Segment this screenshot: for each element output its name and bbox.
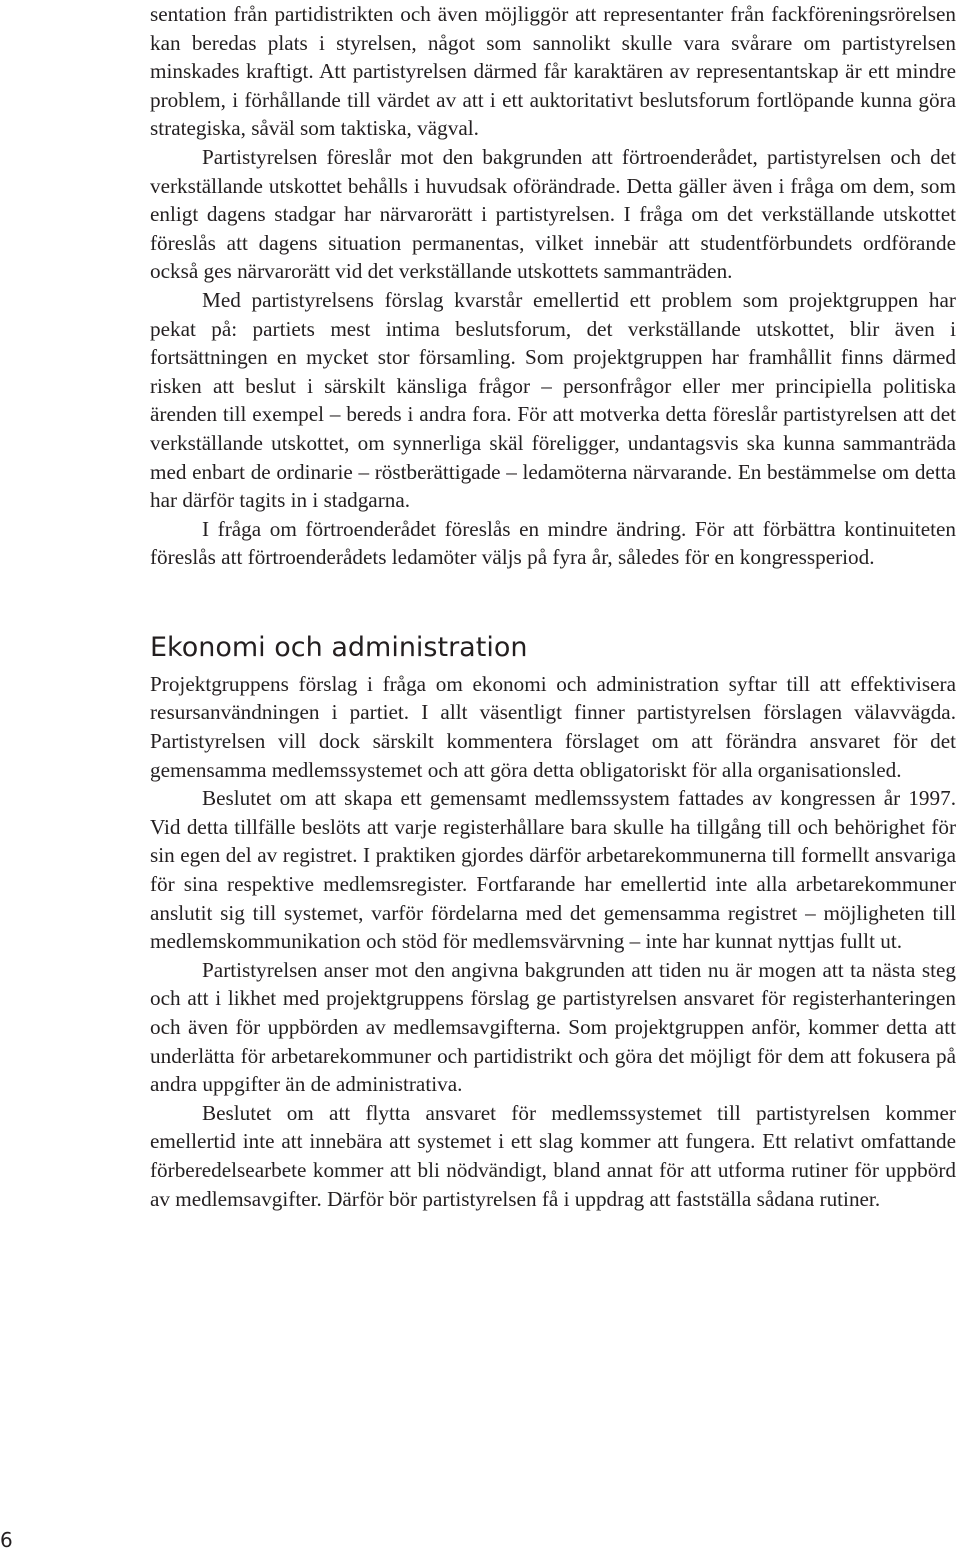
page-number: 6 — [0, 1528, 13, 1552]
section-heading: Ekonomi och administration — [150, 631, 528, 663]
body-paragraph: Projektgruppens förslag i fråga om ekonomi och administration syftar till att effektivisera resursanvändningen i partiet. I allt väsentligt finner partistyrelsen förslagen välavvägda. Partistyrelsen vill dock särskilt kommentera förslaget om att förändra ansvaret för det gemensamma medlemssystemet och att göra detta obligatoriskt för alla organisationsled. — [150, 671, 956, 782]
body-paragraph: Beslutet om att flytta ansvaret för medlemssystemet till partistyrelsen kommer emellertid inte att innebära att systemet i ett slag kommer att fungera. Ett relativt omfattande förberedelsearbete kommer att bli nödvändigt, bland annat för att utforma rutiner för uppbörd av medlemsavgifter. Därför bör partistyrelsen få i uppdrag att fastställa sådana rutiner. — [150, 1100, 956, 1211]
body-paragraph: Med partistyrelsens förslag kvarstår emellertid ett problem som projektgruppen har pekat på: partiets mest intima beslutsforum, det verkställande utskottet, blir även i fortsättningen en mycket stor församling. Som projektgruppen har framhållit finns därmed risken att beslut i särskilt känsliga frågor – personfrågor eller mer principiella politiska ärenden till exempel – bereds i andra fora. För att motverka detta föreslår partistyrelsen att det verkställande utskottet, om synnerliga skäl föreligger, undantagsvis ska kunna sammanträda med enbart de ordinarie – röstberättigade – ledamöterna närvarande. En bestämmelse om detta har därför tagits in i stadgarna. — [150, 287, 956, 513]
body-paragraph: sentation från partidistrikten och även möjliggör att representanter från fackföreningsrörelsen kan beredas plats i styrelsen, något som sannolikt skulle vara svårare om partistyrelsen minskades kraftigt. Att partistyrelsen därmed får karaktären av representantskap är ett mindre problem, i förhållande till värdet av att i ett auktoritativt beslutsforum fortlöpande kunna göra strategiska, såväl som taktiska, vägval. — [150, 2, 956, 141]
section-organisation — [150, 0, 956, 572]
body-paragraph: Beslutet om att skapa ett gemensamt medlemssystem fattades av kongressen år 1997. Vid detta tillfälle beslöts att varje registerhållare bara skulle ha tillgång till och behörighet för sin egen del av registret. I praktiken gjordes därför arbetarekommunerna till formellt ansvariga för sina respektive medlemsregister. Fortfarande har emellertid inte alla arbetarekommuner anslutit sig till systemet, varför fördelarna med det gemensamma registret – möjligheten till medlemskommunikation och stöd för medlemsvärvning – inte har kunnat nyttjas fullt ut. — [150, 786, 956, 954]
section-ekonomi — [150, 630, 956, 1213]
document-page — [150, 0, 956, 1213]
body-paragraph: I fråga om förtroenderådet föreslås en mindre ändring. För att förbättra kontinuiteten föreslås att förtroenderådets ledamöter väljs på fyra år, således för en kongressperiod. — [150, 516, 956, 570]
body-paragraph: Partistyrelsen föreslår mot den bakgrunden att förtroenderådet, partistyrelsen och det verkställande utskottet behålls i huvudsak oförändrade. Detta gäller även i fråga om dem, som enligt dagens stadgar har närvarorätt i partistyrelsen. I fråga om det verkställande utskottet föreslås att dagens situation permanentas, vilket innebär att studentförbundets ordförande också ges närvarorätt vid det verkställande utskottets sammanträden. — [150, 144, 956, 284]
body-paragraph: Partistyrelsen anser mot den angivna bakgrunden att tiden nu är mogen att ta nästa steg och att i likhet med projektgruppens förslag ge partistyrelsen ansvaret för registerhanteringen och även för uppbörden av medlemsavgifterna. Som projektgruppen anför, kommer detta att underlätta för arbetarekommuner och partidistrikt och göra det möjligt för dem att fokusera på andra uppgifter än de administrativa. — [150, 957, 956, 1097]
